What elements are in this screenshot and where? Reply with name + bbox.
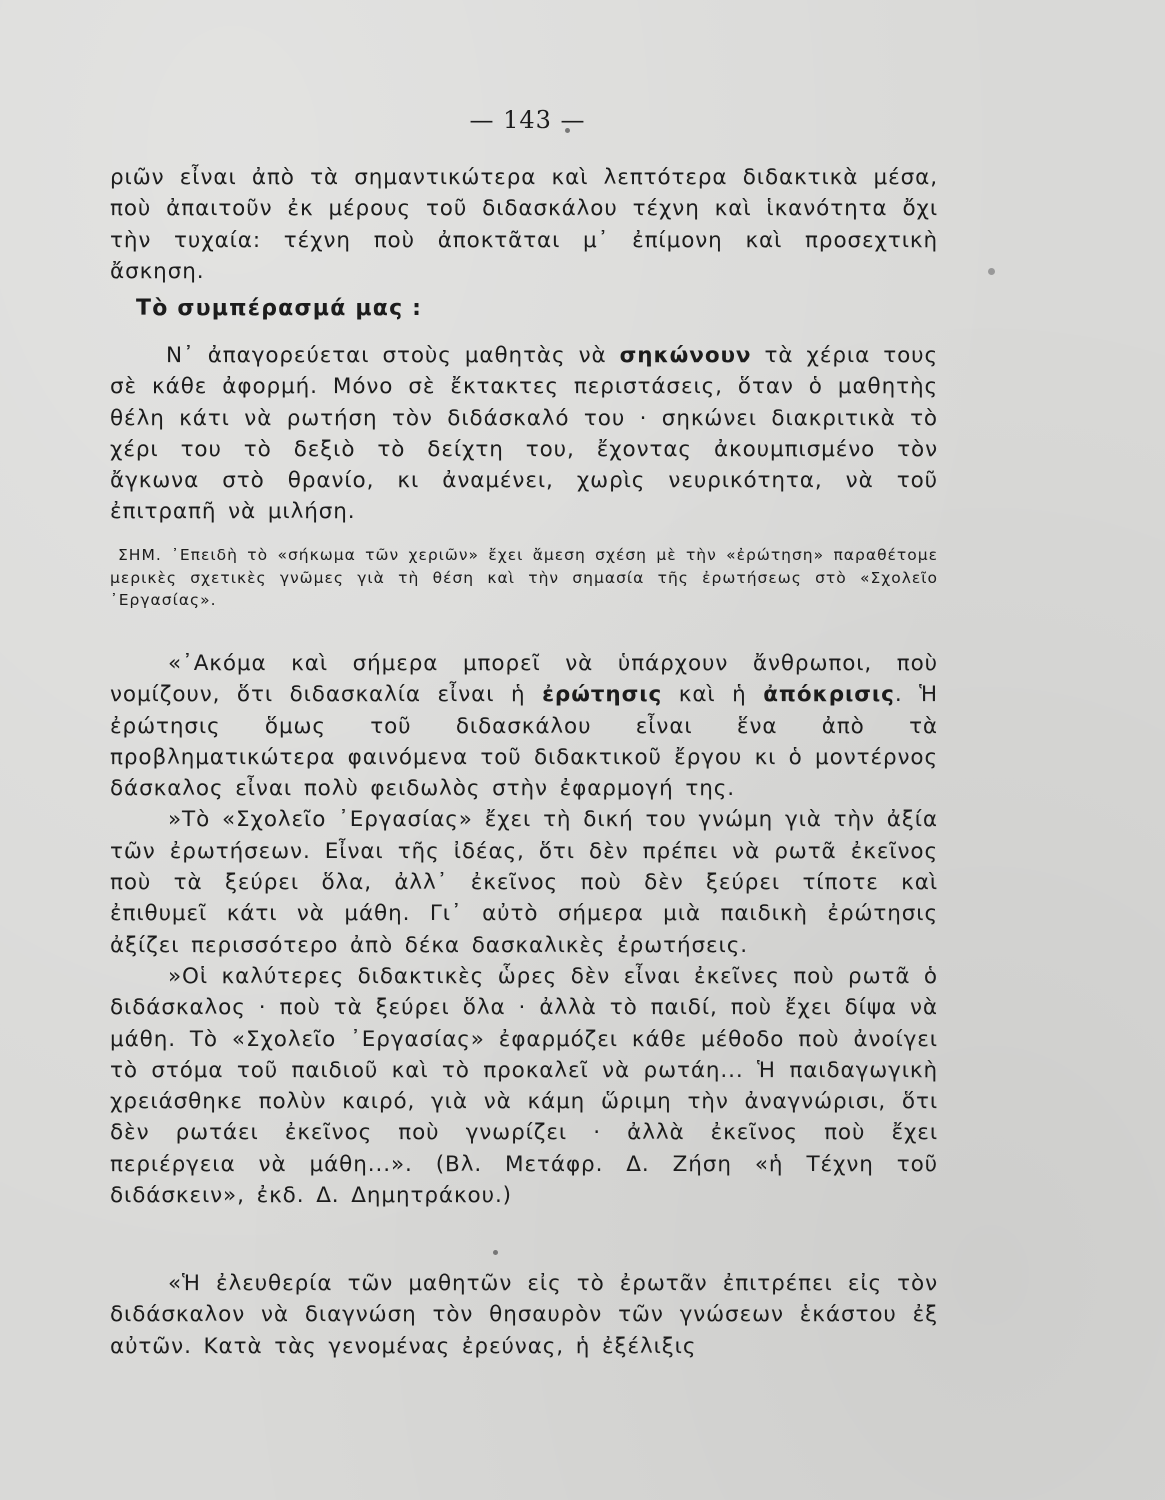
quote-1-paragraph-3: »Οἱ καλύτερες διδακτικὲς ὧρες δὲν εἶναι ἐκεῖνες ποὺ ρωτᾶ ὁ διδάσκαλος · ποὺ τὰ ξεύρει ὅλα · ἀλλὰ τὸ παιδί, ποὺ ἔχει δίψα νὰ μάθη. Τὸ «Σχολεῖο ᾿Εργασίας» ἐφαρμόζει κάθε μέθοδο ποὺ ἀνοίγει τὸ στόμα τοῦ παιδιοῦ καὶ τὸ προκαλεῖ νὰ ρωτάη... Ἡ παιδαγωγικὴ χρειάσθηκε πολὺν καιρό, γιὰ νὰ κάμη ὥριμη τὴν ἀναγνώρισι, ὅτι δὲν ρωτάει ἐκεῖνος ποὺ γνωρίζει · ἀλλὰ ἐκεῖνος ποὺ ἔχει περιέργεια νὰ μάθη...». (Βλ. Μετάφρ. Δ. Ζήση «ἡ Τέχνη τοῦ διδάσκειν», ἐκδ. Δ. Δημητράκου.): [110, 963, 938, 1209]
quote-2-block: [110, 1268, 938, 1362]
quote-1-bold-answer: ἀπόκρισις: [763, 682, 895, 708]
page-speck: [988, 268, 995, 275]
quote-1-block: [110, 648, 938, 1211]
conclusion-paragraph: [110, 340, 938, 528]
conclusion-text-2: τὰ χέρια τους σὲ κάθε ἀφορμή. Μόνο σὲ ἔκτακτες περιστάσεις, ὅταν ὁ μαθητὴς θέλη κάτι νὰ ρωτήση τὸν διδάσκαλό του · σηκώνει διακριτικὰ τὸ χέρι του τὸ δεξιὸ τὸ δείχτη του, ἔχοντας ἀκουμπισμένο τὸν ἄγκωνα στὸ θρανίο, κι ἀναμένει, χωρὶς νευρικότητα, νὰ τοῦ ἐπιτραπῆ νὰ μιλήση.: [110, 343, 938, 525]
footnote-text: ΣΗΜ. ᾿Επειδὴ τὸ «σήκωμα τῶν χεριῶν» ἔχει ἄμεση σχέση μὲ τὴν «ἐρώτηση» παραθέτομε μερικὲς σχετικὲς γνῶμες γιὰ τὴ θέση καὶ τὴν σημασία τῆς ἐρωτήσεως στὸ «Σχολεῖο ᾿Εργασίας».: [110, 546, 938, 609]
intro-paragraph: ριῶν εἶναι ἀπὸ τὰ σημαντικώτερα καὶ λεπτότερα διδακτικὰ μέσα, ποὺ ἀπαιτοῦν ἐκ μέρους τοῦ διδασκάλου τέχνη καὶ ἱκανότητα ὄχι τὴν τυχαία: τέχνη ποὺ ἀποκτᾶται μ᾽ ἐπίμονη καὶ προσεχτικὴ ἄσκηση.: [110, 165, 938, 284]
conclusion-text-1: Ν᾽ ἀπαγορεύεται στοὺς μαθητὰς νὰ: [166, 343, 620, 368]
quote-2-paragraph: «Ἡ ἐλευθερία τῶν μαθητῶν εἰς τὸ ἐρωτᾶν ἐπιτρέπει εἰς τὸν διδάσκαλον νὰ διαγνώση τὸν θησαυρὸν τῶν γνώσεων ἑκάστου ἐξ αὐτῶν. Κατὰ τὰς γενομένας ἐρεύνας, ἡ ἐξέλιξις: [110, 1271, 938, 1359]
footnote-block: [110, 544, 938, 612]
section-heading: Τὸ συμπέρασμά μας :: [136, 296, 423, 321]
quote-1-text-1: «᾿Ακόμα καὶ σήμερα μπορεῖ νὰ ὑπάρχουν ἄνθρωποι, ποὺ νομίζουν, ὅτι διδασκαλία εἶναι ἡ: [110, 651, 938, 708]
page-number: [0, 106, 1165, 134]
quote-1-paragraph-2: »Τὸ «Σχολεῖο ᾿Εργασίας» ἔχει τὴ δική του γνώμη γιὰ τὴν ἀξία τῶν ἐρωτήσεων. Εἶναι τῆς ἰδέας, ὅτι δὲν πρέπει νὰ ρωτᾶ ἐκεῖνος ποὺ τὰ ξεύρει ὅλα, ἀλλ᾽ ἐκεῖνος ποὺ δὲν ξεύρει τίποτε καὶ ἐπιθυμεῖ κάτι νὰ μάθη. Γι᾽ αὐτὸ σήμερα μιὰ παιδικὴ ἐρώτησις ἀξίζει περισσότερο ἀπὸ δέκα δασκαλικὲς ἐρωτήσεις.: [110, 807, 938, 958]
intro-paragraph-block: [110, 162, 938, 287]
page-speck: [493, 1250, 498, 1255]
quote-1-paragraph-1: [110, 648, 938, 804]
conclusion-bold-term: σηκώνουν: [619, 343, 752, 368]
quote-1-text-2: καὶ ἡ: [662, 682, 764, 708]
conclusion-block: [110, 340, 938, 528]
quote-1-text-3: . Ἡ ἐρώτησις ὅμως τοῦ διδασκάλου εἶναι ἕνα ἀπὸ τὰ προβληματικώτερα φαινόμενα τοῦ διδακτικοῦ ἔργου κι ὁ μοντέρνος δάσκαλος εἶναι πολὺ φειδωλὸς στὴν ἐφαρμογή της.: [110, 682, 938, 802]
page-number-text: — 143 —: [469, 106, 586, 134]
quote-1-bold-question: ἐρώτησις: [542, 682, 663, 708]
